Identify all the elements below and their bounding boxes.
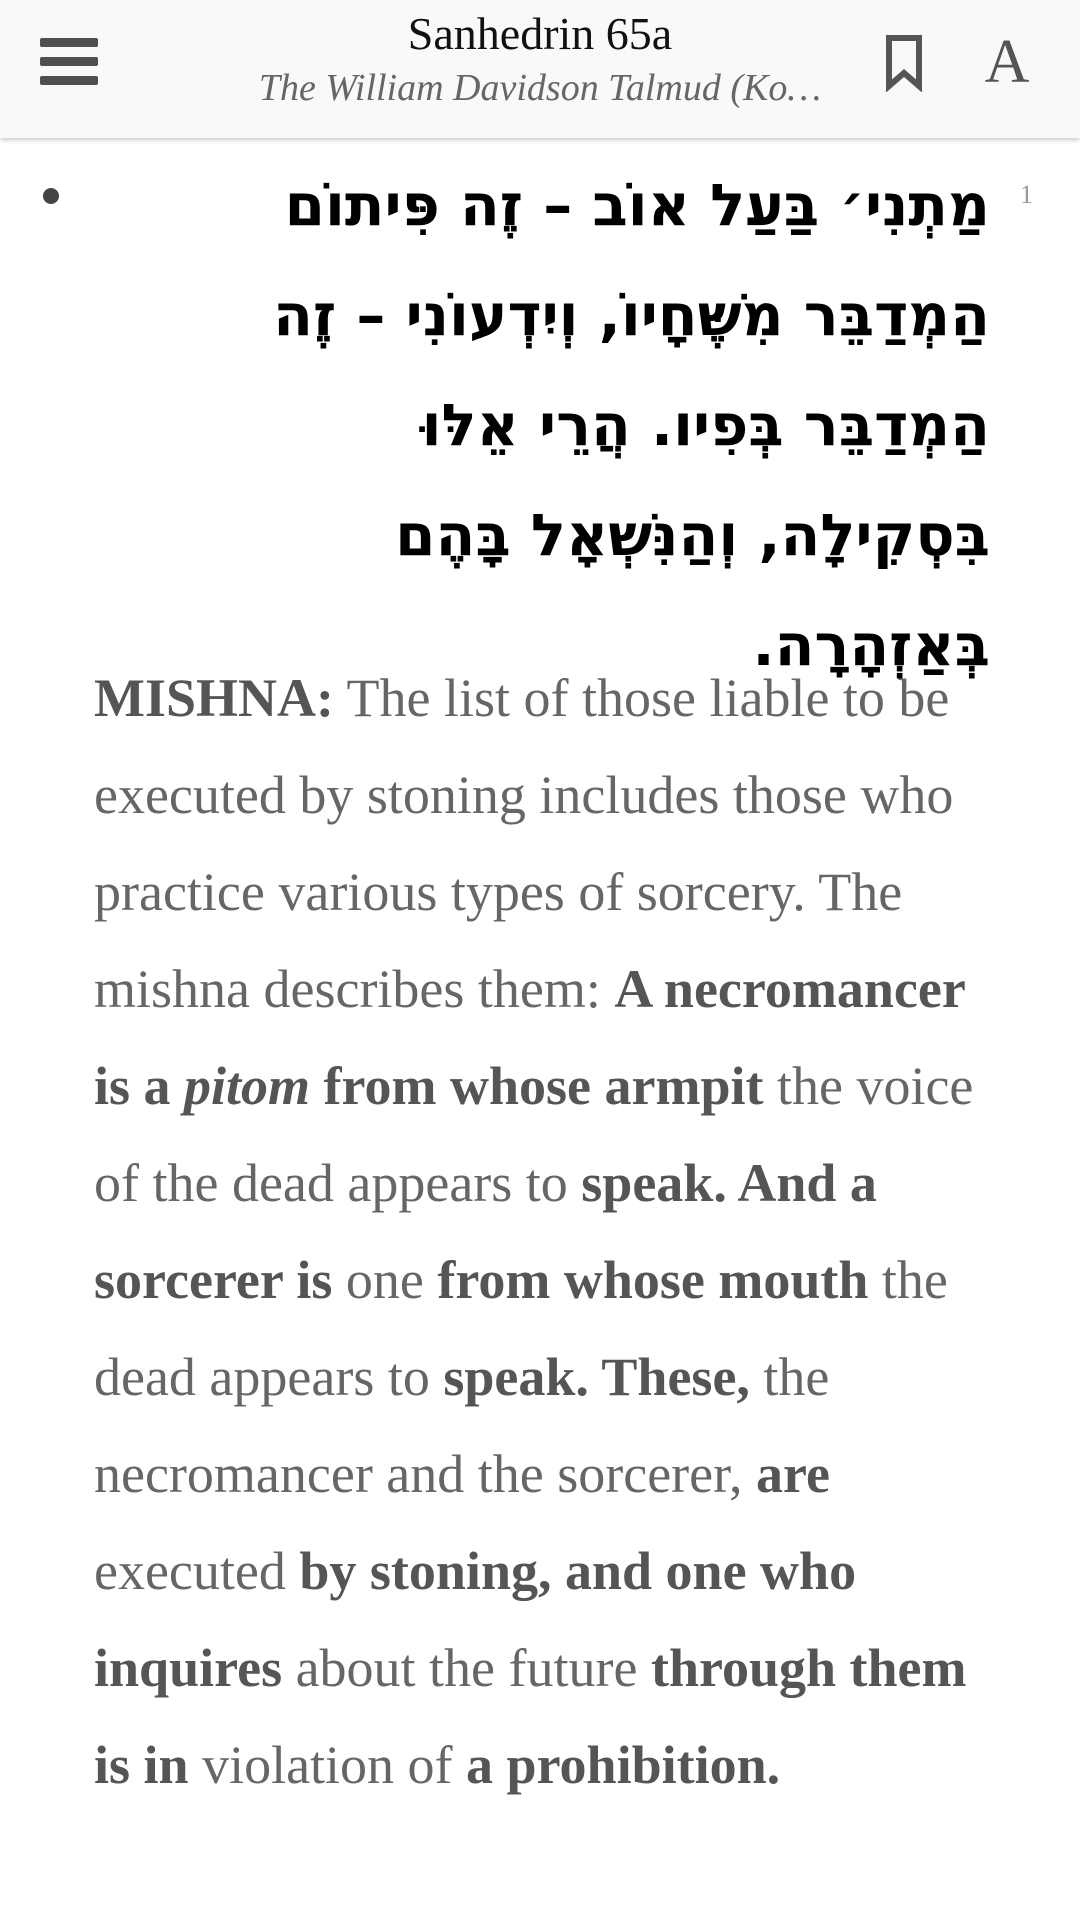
- menu-button[interactable]: [40, 34, 100, 90]
- english-phrase: the necromancer and the sorcerer,: [94, 1347, 830, 1504]
- page-title: Sanhedrin 65a: [407, 8, 673, 59]
- english-bold-phrase: MISHNA:: [94, 668, 334, 728]
- english-phrase: about the future: [282, 1638, 651, 1698]
- english-phrase: one: [332, 1250, 438, 1310]
- english-phrase: the dead appears to: [94, 1250, 948, 1407]
- english-phrase: violation of: [188, 1735, 467, 1795]
- english-bold-phrase: speak. These,: [443, 1347, 750, 1407]
- font-size-button[interactable]: A: [984, 28, 1030, 96]
- english-translation: [94, 650, 1004, 1814]
- english-bold-phrase: A necromancer is a: [94, 959, 965, 1116]
- english-bold-phrase: by stoning, and one who inquires: [94, 1541, 857, 1698]
- version-subtitle: The William Davidson Talmud (Ko…: [258, 67, 822, 109]
- english-bold-phrase: a prohibition.: [466, 1735, 781, 1795]
- english-bold-phrase: [184, 1056, 310, 1116]
- english-bold-phrase: from whose mouth: [437, 1250, 869, 1310]
- bookmark-button[interactable]: [882, 34, 926, 92]
- english-phrase: The list of those liable to be executed by stoning includes those who practice various types of sorcery. The mishna describes them:: [94, 668, 954, 1019]
- hebrew-text: מַתְנִי׳ בַּעַל אוֹב – זֶה פִּיתוֹם הַמְדַבֵּר מִשֶּׁחָיוֹ, וְיִדְעוֹנִי – זֶה הַמְדַבֵּר בְּפִיו. הֲרֵי אֵלּוּ בִּסְקִילָה, וְהַנִּשְׁאָל בָּהֶם בְּאַזְהָרָה.: [273, 171, 990, 679]
- top-bar: [0, 0, 1080, 138]
- segment-bullet: [43, 188, 59, 204]
- english-bold-phrase: from whose armpit: [310, 1056, 764, 1116]
- title-block[interactable]: [240, 6, 840, 114]
- english-phrase: executed: [94, 1541, 300, 1601]
- menu-icon-bar: [40, 57, 98, 66]
- bookmark-icon: [882, 34, 926, 92]
- english-bold-phrase: through them is in: [94, 1638, 967, 1795]
- english-italic-term: pitom: [184, 1056, 311, 1116]
- menu-icon: [40, 38, 98, 47]
- menu-icon-bar: [40, 76, 98, 85]
- segment-number: 1: [1020, 180, 1033, 209]
- english-bold-phrase: speak. And a sorcerer is: [94, 1153, 877, 1310]
- english-bold-phrase: are: [755, 1444, 830, 1504]
- english-phrase: the voice of the dead appears to: [94, 1056, 974, 1213]
